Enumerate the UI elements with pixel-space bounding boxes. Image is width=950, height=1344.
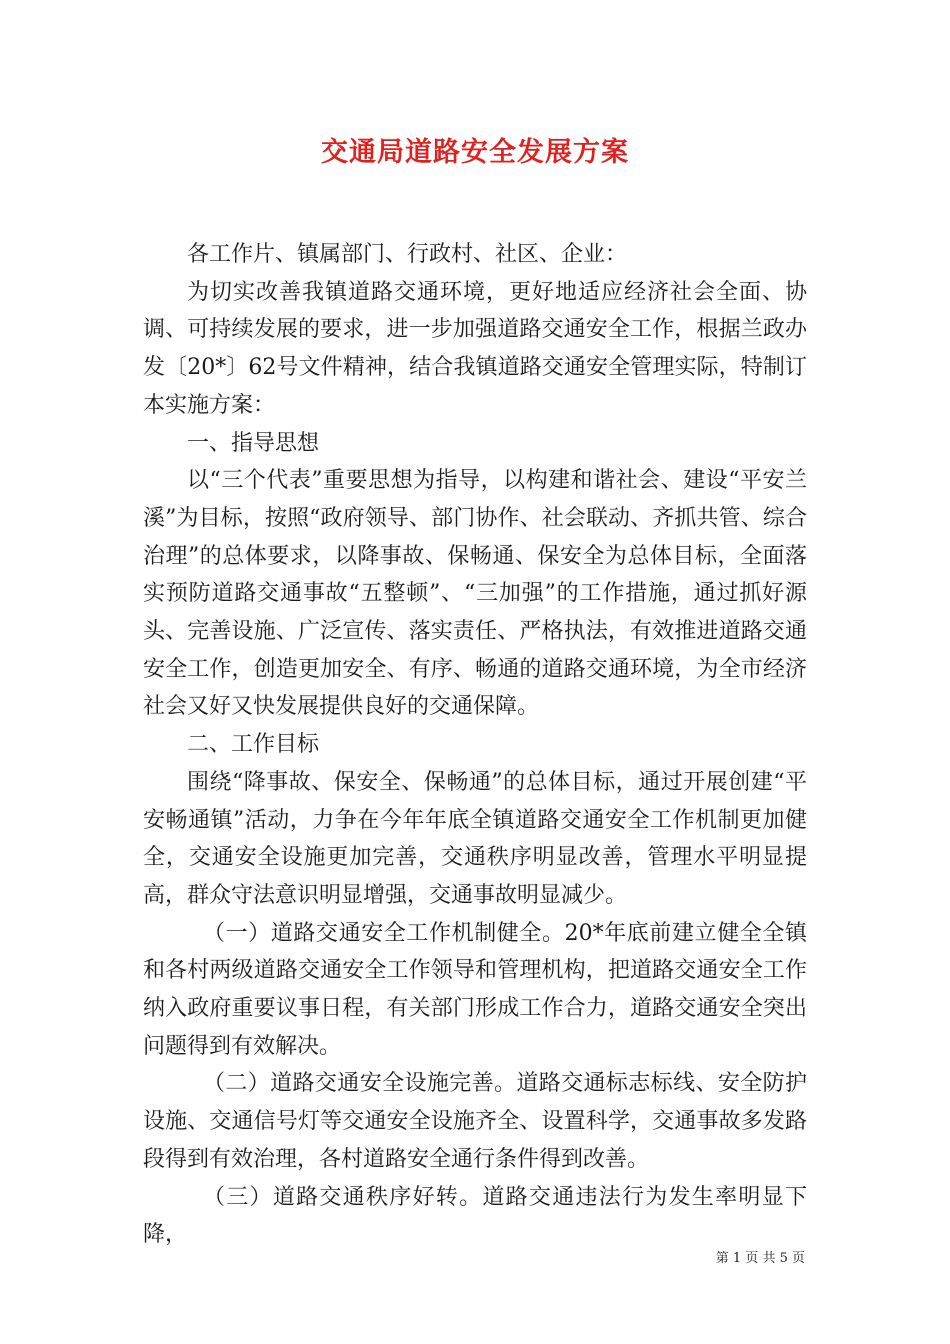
subgoal-paragraph: （一）道路交通安全工作机制健全。20*年底前建立健全全镇和各村两级道路交通安全工作领导和管理机构，把道路交通安全工作纳入政府重要议事日程，有关部门形成工作合力，道路交通安全突出问题得到有效解决。: [143, 920, 807, 1059]
subgoal-paragraph: （二）道路交通安全设施完善。道路交通标志标线、安全防护设施、交通信号灯等交通安全设施齐全、设置科学，交通事故多发路段得到有效治理，各村道路安全通行条件得到改善。: [143, 1071, 807, 1172]
document-body: [143, 236, 807, 1254]
page-number: 第 1 页 共 5 页: [715, 1251, 805, 1266]
document-title: 交通局道路安全发展方案: [321, 137, 629, 168]
section-heading: 二、工作目标: [187, 732, 320, 758]
section-heading: 一、指导思想: [187, 430, 320, 456]
subgoal-paragraph: （三）道路交通秩序好转。道路交通违法行为发生率明显下降，: [143, 1184, 807, 1248]
intro-paragraph: 为切实改善我镇道路交通环境，更好地适应经济社会全面、协调、可持续发展的要求，进一步加强道路交通安全工作，根据兰政办发〔20*〕62号文件精神，结合我镇道路交通安全管理实际，特制订本实施方案：: [143, 279, 807, 418]
salutation: 各工作片、镇属部门、行政村、社区、企业：: [187, 242, 628, 267]
goals-paragraph: 围绕“降事故、保安全、保畅通”的总体目标，通过开展创建“平安畅通镇”活动，力争在今年年底全镇道路交通安全工作机制更加健全，交通安全设施更加完善，交通秩序明显改善，管理水平明显提高，群众守法意识明显增强，交通事故明显减少。: [143, 769, 807, 908]
guiding-paragraph: 以“三个代表”重要思想为指导，以构建和谐社会、建设“平安兰溪”为目标，按照“政府领导、部门协作、社会联动、齐抓共管、综合治理”的总体要求，以降事故、保畅通、保安全为总体目标，全面落实预防道路交通事故“五整顿”、“三加强”的工作措施，通过抓好源头、完善设施、广泛宣传、落实责任、严格执法，有效推进道路交通安全工作，创造更加安全、有序、畅通的道路交通环境，为全市经济社会又好又快发展提供良好的交通保障。: [143, 468, 807, 720]
